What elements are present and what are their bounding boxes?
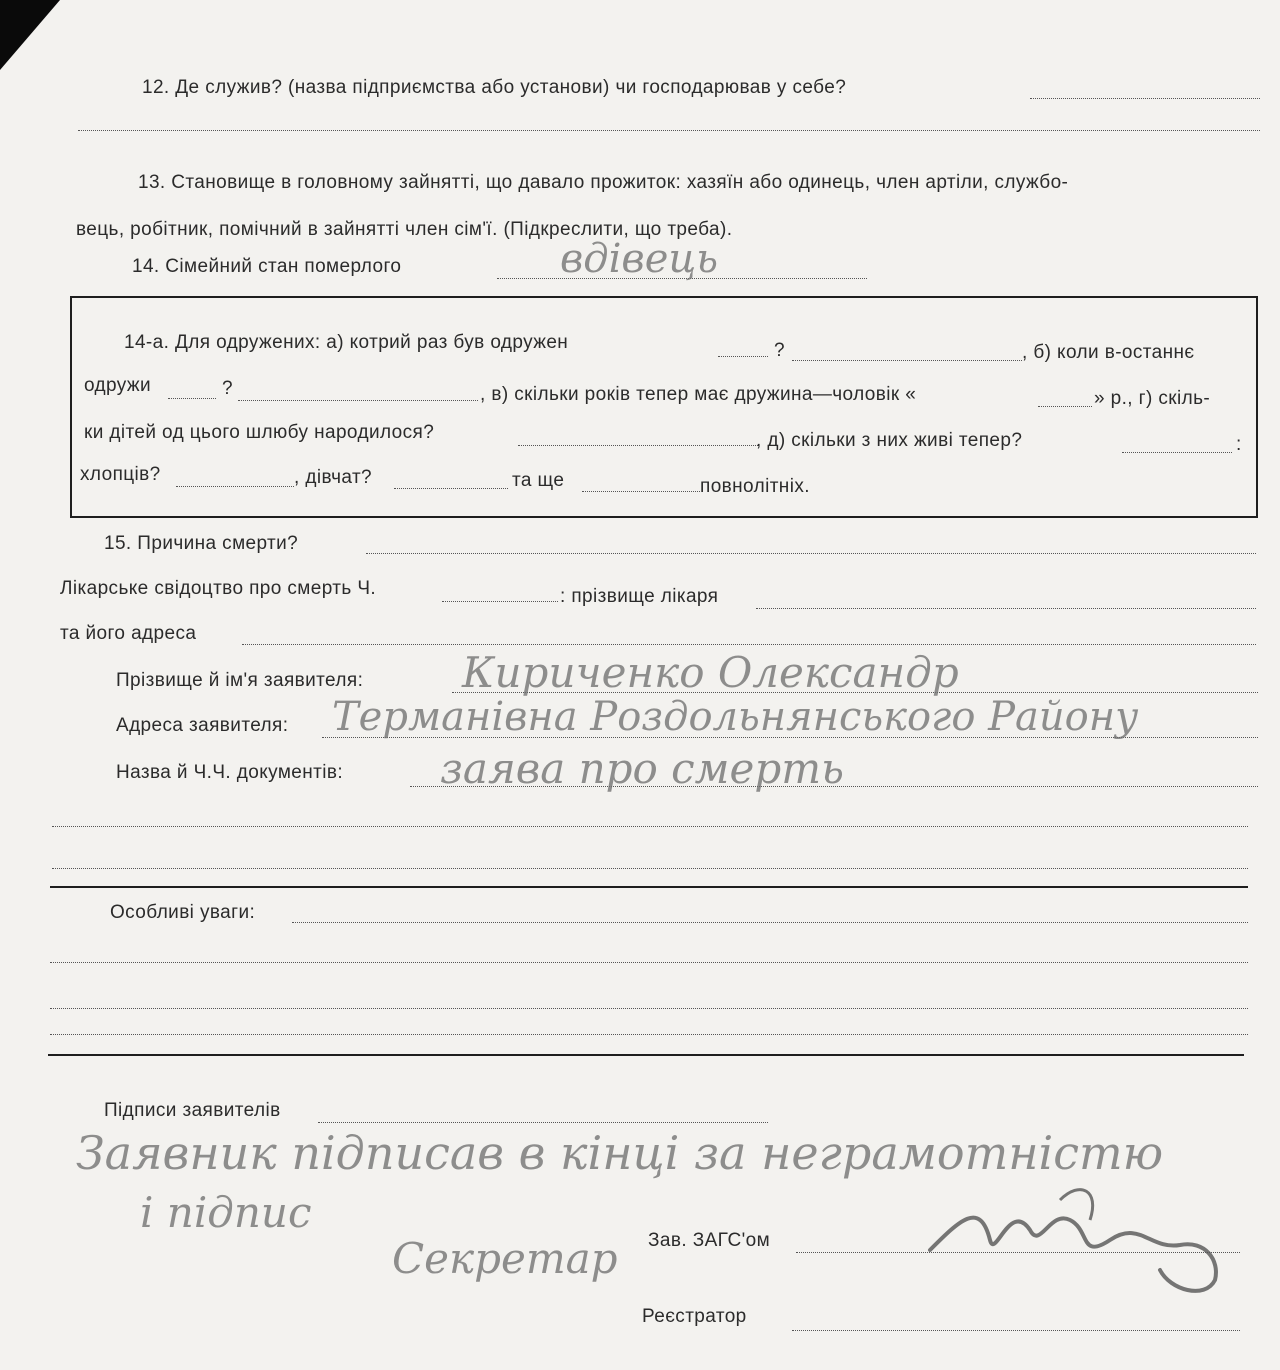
medical-cert-number-field[interactable]	[442, 601, 558, 602]
question-14a-box	[70, 296, 1258, 518]
handwritten-note-line2: і підпис	[140, 1188, 312, 1237]
notes-field-1[interactable]	[292, 922, 1248, 923]
last-married-field[interactable]	[168, 398, 216, 399]
cause-of-death-field[interactable]	[366, 553, 1256, 554]
question-14a-b: , б) коли в-останнє	[1022, 342, 1195, 363]
documents-label: Назва й Ч.Ч. документів:	[116, 762, 344, 783]
question-14a-q1: ?	[774, 340, 785, 361]
question-14a-rg: » р., г) скіль-	[1094, 388, 1211, 409]
question-13-line2: вець, робітник, помічний в зайнятті член сім'ї. (Підкреслити, що треба).	[76, 219, 733, 240]
notes-label: Особливі уваги:	[110, 902, 256, 923]
question-14-handwritten-answer: вдівець	[560, 236, 719, 282]
registrar-handwritten-signature: Секретар	[392, 1234, 618, 1283]
question-14-label: 14. Сімейний стан померлого	[132, 256, 402, 277]
notes-field-4[interactable]	[50, 1034, 1248, 1035]
question-14a-q2: ?	[222, 378, 233, 399]
applicant-address-handwritten: Терманівна Роздольнянського Району	[332, 694, 1139, 740]
doctor-name-field[interactable]	[756, 608, 1256, 609]
notes-field-3[interactable]	[50, 1008, 1248, 1009]
children-born-field[interactable]	[518, 445, 758, 446]
registrar-label: Реєстратор	[642, 1306, 747, 1327]
registry-head-label: Зав. ЗАГС'ом	[648, 1230, 771, 1251]
children-alive-field[interactable]	[1122, 452, 1232, 453]
doctor-address-label: та його адреса	[60, 623, 197, 644]
last-married-field-2[interactable]	[238, 400, 478, 401]
spouse-age-field[interactable]	[1038, 406, 1092, 407]
question-14a-more-label: та ще	[512, 470, 565, 491]
question-12-label: 12. Де служив? (назва підприємства або установи) чи господарював у себе?	[142, 77, 847, 98]
documents-extra-line-2[interactable]	[52, 868, 1248, 869]
applicant-name-handwritten: Кириченко Олександр	[462, 648, 959, 697]
question-14a-colon: :	[1236, 434, 1242, 455]
applicant-address-label: Адреса заявителя:	[116, 715, 289, 736]
doctor-address-field[interactable]	[242, 644, 1256, 645]
question-14a-children-label: ки дітей од цього шлюбу народилося?	[84, 422, 435, 443]
doctor-name-label: : прізвище лікаря	[560, 586, 719, 607]
question-14a-line1: 14-а. Для одружених: а) котрий раз був одружен	[124, 332, 569, 353]
documents-handwritten: заява про смерть	[440, 744, 844, 793]
handwritten-note-line1: Заявник підписав в кінці за неграмотністю	[76, 1126, 1164, 1180]
marriage-count-field-2[interactable]	[792, 360, 1022, 361]
medical-cert-label: Лікарське свідоцтво про смерть Ч.	[60, 578, 377, 599]
question-14a-girls-label: , дівчат?	[294, 467, 373, 488]
section-divider-1	[50, 886, 1248, 888]
scan-corner-shadow	[0, 0, 60, 70]
question-14a-boys-label: хлопців?	[80, 464, 161, 485]
question-13-line1: 13. Становище в головному зайнятті, що давало прожиток: хазяїн або одинець, член артіли, службо-	[138, 172, 1069, 193]
question-14a-married-label: одружи	[84, 375, 152, 396]
question-14a-minors-label: повнолітніх.	[700, 476, 810, 497]
applicant-name-label: Прізвище й ім'я заявителя:	[116, 670, 364, 691]
question-12-field-line2[interactable]	[78, 130, 1260, 131]
documents-extra-line-1[interactable]	[52, 826, 1248, 827]
question-15-label: 15. Причина смерти?	[104, 533, 299, 554]
applicant-signatures-label: Підписи заявителів	[104, 1100, 281, 1121]
notes-field-2[interactable]	[50, 962, 1248, 963]
minors-field[interactable]	[582, 491, 700, 492]
girls-field[interactable]	[394, 488, 508, 489]
applicant-signatures-field[interactable]	[318, 1122, 768, 1123]
boys-field[interactable]	[176, 486, 294, 487]
section-divider-2	[48, 1054, 1244, 1056]
registrar-signature-field[interactable]	[792, 1330, 1240, 1331]
registry-head-signature-scribble	[920, 1160, 1240, 1310]
question-14a-v: , в) скільки років тепер має дружина—чоловік «	[480, 384, 917, 405]
marriage-count-field[interactable]	[718, 356, 768, 357]
question-12-field[interactable]	[1030, 98, 1260, 99]
question-14a-d: , д) скільки з них живі тепер?	[756, 430, 1023, 451]
